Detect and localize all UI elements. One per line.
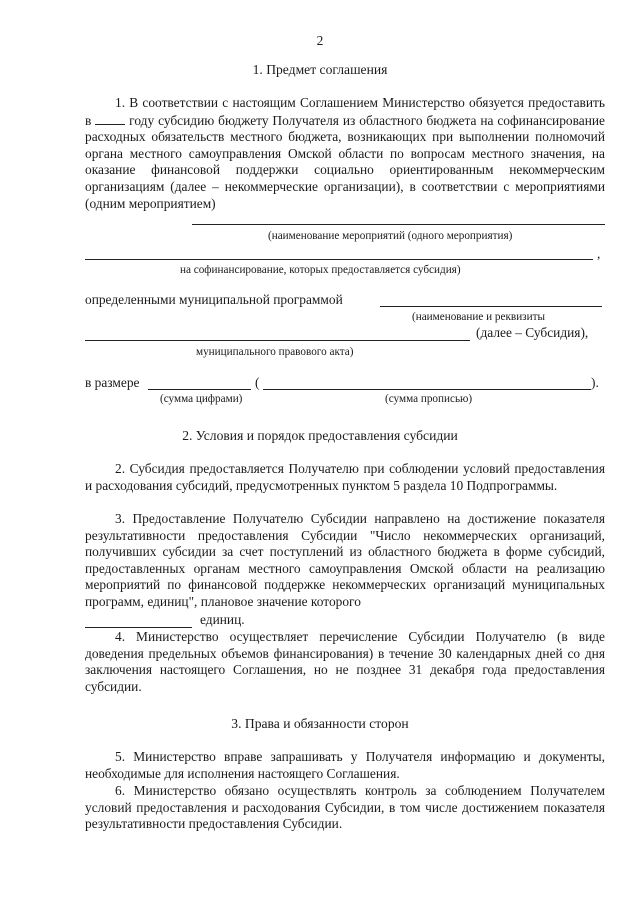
event-blank-line-1[interactable] [192,224,605,225]
paragraph-1-tail: году субсидию бюджету Получателя из областного бюджета на софинансирование расходных обязательств местного бюджета, возникающих при выполнении полномочий органа местного самоуправления Омской области по вопросам местного значения, на оказание финансовой поддержки социально ориентированным некоммерческим организациям (далее – некоммерческие организации), в соответствии с мероприятиями (одним мероприятием) [85,112,605,211]
event-blank-line-2[interactable] [85,259,593,260]
amount-label: в размере [85,375,140,390]
program-blank-line-2[interactable] [85,340,470,341]
paragraph-1-text [85,95,605,212]
paragraph-4 [85,629,605,695]
planned-value-blank[interactable] [85,627,192,628]
program-label: определенными муниципальной программой [85,292,343,307]
paragraph-1-lead: 1. В соответствии с настоящим Соглашением Министерство обязуется предоставить в [85,95,605,128]
paragraph-2 [85,461,605,494]
paragraph-1 [85,95,605,212]
subsidy-definition: (далее – Субсидия), [476,325,589,340]
program-caption-2: муниципального правового акта) [196,346,354,358]
amount-digits-caption: (сумма цифрами) [160,393,243,405]
event-comma: , [597,246,601,261]
paragraph-6-text: 6. Министерство обязано осуществлять контроль за соблюдением Получателем условий предоставления и расходования Субсидии, в том числе достижением показателя результативности предоставления Субсидии. [85,783,605,832]
program-caption-1: (наименование и реквизиты [412,311,545,323]
amount-digits-blank[interactable] [148,389,251,390]
planned-value-unit: единиц. [200,612,245,627]
paragraph-5-text: 5. Министерство вправе запрашивать у Получателя информацию и документы, необходимые для исполнения настоящего Соглашения. [85,749,605,781]
paragraph-6 [85,783,605,833]
section-1-title: 1. Предмет соглашения [252,62,388,77]
paragraph-4-text: 4. Министерство осуществляет перечисление Субсидии Получателю (в виде доведения предельных объемов финансирования) в течение 30 календарных дней со дня заключения настоящего Соглашения, но не позднее 31 декабря года предоставления субсидии. [85,629,605,694]
amount-close-paren: ). [591,375,599,390]
section-2-title: 2. Условия и порядок предоставления субсидии [182,428,458,443]
year-blank[interactable] [95,112,125,125]
page-number: 2 [316,33,324,48]
paragraph-3 [85,511,605,611]
section-3-title: 3. Права и обязанности сторон [231,716,409,731]
amount-open-paren: ( [255,375,260,390]
event-caption-2: на софинансирование, которых предоставляется субсидия) [180,264,461,276]
amount-words-caption: (сумма прописью) [385,393,473,405]
paragraph-2-text: 2. Субсидия предоставляется Получателю при соблюдении условий предоставления и расходования субсидий, предусмотренных пунктом 5 раздела 10 Подпрограммы. [85,461,605,493]
program-blank-line-1[interactable] [380,306,602,307]
event-caption-1: (наименование мероприятий (одного мероприятия) [268,230,513,242]
amount-words-blank[interactable] [263,389,591,390]
paragraph-3-text: 3. Предоставление Получателю Субсидии направлено на достижение показателя результативности предоставления Субсидии "Число некоммерческих организаций, получивших субсидии за счет поступлений из областного бюджета в форме субсидий, предоставленных органам местного самоуправления Омской области на реализацию мероприятий по финансовой поддержке некоммерческих организаций муниципальных программ, единиц", плановое значение которого [85,511,605,609]
paragraph-5 [85,749,605,782]
